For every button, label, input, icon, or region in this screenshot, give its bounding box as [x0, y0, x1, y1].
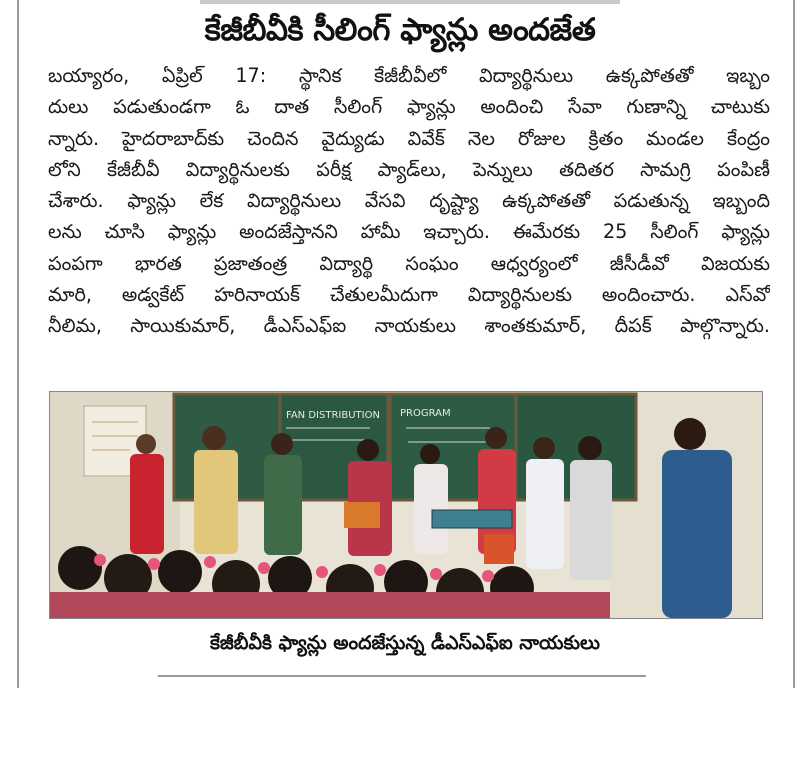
body-line: లను చూసి ఫ్యాన్లు అందజేస్తానని హామీ ఇచ్చారు. ఈమేరకు 25 సీలింగ్ ఫ్యాన్లు — [48, 220, 770, 244]
caption-underline — [158, 675, 646, 677]
body-line: నీలిమ, సాయికుమార్, డీఎస్‌ఎఫ్ఐ నాయకులు శాంతకుమార్, దీపక్ పాల్గొన్నారు. — [48, 314, 770, 338]
body-line: మారి, అడ్వకేట్ హరినాయక్ చేతులమీదుగా విద్యార్థినులకు అందించారు. ఎస్‌వో — [48, 283, 770, 307]
column-rule-left — [17, 0, 19, 688]
body-line: దులు పడుతుండగా ఓ దాత సీలింగ్ ఫ్యాన్లు అందించి సేవా గుణాన్ని చాటుకు — [48, 95, 770, 119]
article-headline: కేజీబీవీకి సీలింగ్ ఫ్యాన్లు అందజేత — [204, 12, 596, 48]
column-rule-right — [793, 0, 795, 688]
body-line: లోని కేజీబీవీ విద్యార్థినులకు పరీక్ష ప్యాడ్‌లు, పెన్నులు తదితర సామగ్రి పంపిణీ — [48, 157, 770, 181]
body-line: న్నారు. హైదరాబాద్‌కు చెందిన వైద్యుడు వివేక్ నెల రోజుల క్రితం మండల కేంద్రం — [48, 126, 770, 150]
article-body — [48, 60, 770, 342]
article-photo — [49, 391, 763, 619]
board-text-left: FAN DISTRIBUTION — [286, 410, 380, 421]
board-text-right: PROGRAM — [400, 408, 451, 419]
body-line: పంపగా భారత ప్రజాతంత్ర విద్యార్థి సంఘం ఆధ్వర్యంలో జీసీడీవో విజయకు — [48, 251, 770, 275]
clipping-top-edge — [200, 0, 620, 4]
photo-caption: కేజీబీవీకి ఫ్యాన్లు అందజేస్తున్న డీఎస్‌ఎఫ్ఐ నాయకులు — [209, 632, 601, 654]
body-line: చేశారు. ఫ్యాన్లు లేక విద్యార్థినులు వేసవి దృష్ట్యా ఉక్కపోతతో పడుతున్న ఇబ్బంది — [48, 189, 770, 213]
body-line: బయ్యారం, ఏప్రిల్ 17: స్థానిక కేజీబీవీలో విద్యార్థినులు ఉక్కపోతతో ఇబ్బం — [48, 64, 770, 87]
